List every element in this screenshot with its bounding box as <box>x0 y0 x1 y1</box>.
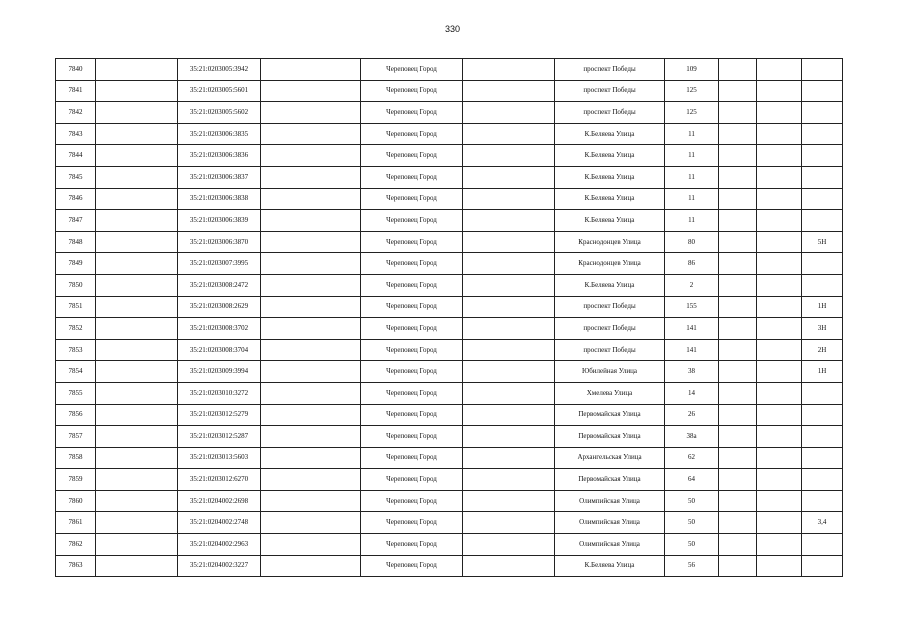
record-number-cell: 7850 <box>56 274 96 296</box>
cadastral-number-cell: 35:21:0203007:3995 <box>178 253 261 275</box>
table-row <box>56 404 843 426</box>
city-cell: Череповец Город <box>361 210 463 232</box>
house-number-cell: 80 <box>665 231 719 253</box>
empty-cell <box>757 123 802 145</box>
cadastral-number-cell: 35:21:0203005:5602 <box>178 102 261 124</box>
empty-cell <box>96 469 178 491</box>
empty-cell <box>719 59 757 81</box>
house-number-cell: 50 <box>665 490 719 512</box>
empty-cell <box>96 339 178 361</box>
empty-cell <box>719 231 757 253</box>
street-cell: проспект Победы <box>555 59 665 81</box>
city-cell: Череповец Город <box>361 534 463 556</box>
table-row <box>56 296 843 318</box>
empty-cell <box>719 80 757 102</box>
premises-cell: 2Н <box>802 339 843 361</box>
house-number-cell: 11 <box>665 145 719 167</box>
street-cell: Олимпийская Улица <box>555 490 665 512</box>
cadastral-number-cell: 35:21:0203012:5287 <box>178 426 261 448</box>
empty-cell <box>463 210 555 232</box>
house-number-cell: 141 <box>665 339 719 361</box>
street-cell: К.Беляева Улица <box>555 555 665 577</box>
record-number-cell: 7862 <box>56 534 96 556</box>
house-number-cell: 56 <box>665 555 719 577</box>
table-row <box>56 490 843 512</box>
empty-cell <box>96 447 178 469</box>
empty-cell <box>463 123 555 145</box>
table-row <box>56 253 843 275</box>
cadastral-number-cell: 35:21:0203008:2472 <box>178 274 261 296</box>
street-cell: Олимпийская Улица <box>555 534 665 556</box>
city-cell: Череповец Город <box>361 274 463 296</box>
premises-cell <box>802 382 843 404</box>
empty-cell <box>463 534 555 556</box>
empty-cell <box>463 188 555 210</box>
house-number-cell: 2 <box>665 274 719 296</box>
empty-cell <box>757 102 802 124</box>
house-number-cell: 62 <box>665 447 719 469</box>
record-number-cell: 7856 <box>56 404 96 426</box>
cadastral-number-cell: 35:21:0203010:3272 <box>178 382 261 404</box>
empty-cell <box>757 80 802 102</box>
empty-cell <box>96 490 178 512</box>
street-cell: К.Беляева Улица <box>555 188 665 210</box>
empty-cell <box>96 404 178 426</box>
empty-cell <box>463 469 555 491</box>
empty-cell <box>719 274 757 296</box>
empty-cell <box>96 166 178 188</box>
empty-cell <box>463 274 555 296</box>
empty-cell <box>261 512 361 534</box>
table-row <box>56 59 843 81</box>
street-cell: Краснодонцев Улица <box>555 231 665 253</box>
record-number-cell: 7854 <box>56 361 96 383</box>
city-cell: Череповец Город <box>361 188 463 210</box>
empty-cell <box>261 80 361 102</box>
record-number-cell: 7859 <box>56 469 96 491</box>
premises-cell <box>802 188 843 210</box>
premises-cell <box>802 404 843 426</box>
city-cell: Череповец Город <box>361 339 463 361</box>
empty-cell <box>719 404 757 426</box>
empty-cell <box>96 382 178 404</box>
city-cell: Череповец Город <box>361 253 463 275</box>
table-row <box>56 426 843 448</box>
empty-cell <box>261 102 361 124</box>
record-number-cell: 7851 <box>56 296 96 318</box>
table-row <box>56 145 843 167</box>
city-cell: Череповец Город <box>361 145 463 167</box>
empty-cell <box>719 382 757 404</box>
city-cell: Череповец Город <box>361 490 463 512</box>
cadastral-number-cell: 35:21:0204002:2963 <box>178 534 261 556</box>
table-row <box>56 274 843 296</box>
empty-cell <box>719 469 757 491</box>
registry-table <box>55 58 843 577</box>
empty-cell <box>261 123 361 145</box>
empty-cell <box>261 382 361 404</box>
empty-cell <box>463 382 555 404</box>
empty-cell <box>757 318 802 340</box>
empty-cell <box>261 534 361 556</box>
city-cell: Череповец Город <box>361 59 463 81</box>
empty-cell <box>719 512 757 534</box>
record-number-cell: 7853 <box>56 339 96 361</box>
city-cell: Череповец Город <box>361 404 463 426</box>
record-number-cell: 7860 <box>56 490 96 512</box>
empty-cell <box>463 59 555 81</box>
house-number-cell: 14 <box>665 382 719 404</box>
cadastral-number-cell: 35:21:0203008:2629 <box>178 296 261 318</box>
empty-cell <box>96 512 178 534</box>
empty-cell <box>463 426 555 448</box>
empty-cell <box>719 166 757 188</box>
empty-cell <box>719 361 757 383</box>
record-number-cell: 7847 <box>56 210 96 232</box>
record-number-cell: 7852 <box>56 318 96 340</box>
empty-cell <box>463 145 555 167</box>
cadastral-number-cell: 35:21:0203013:5603 <box>178 447 261 469</box>
empty-cell <box>261 447 361 469</box>
cadastral-number-cell: 35:21:0203005:5601 <box>178 80 261 102</box>
empty-cell <box>96 145 178 167</box>
record-number-cell: 7863 <box>56 555 96 577</box>
empty-cell <box>96 426 178 448</box>
premises-cell: 1Н <box>802 296 843 318</box>
empty-cell <box>757 210 802 232</box>
empty-cell <box>757 145 802 167</box>
empty-cell <box>463 296 555 318</box>
house-number-cell: 64 <box>665 469 719 491</box>
record-number-cell: 7858 <box>56 447 96 469</box>
cadastral-number-cell: 35:21:0203005:3942 <box>178 59 261 81</box>
empty-cell <box>261 361 361 383</box>
empty-cell <box>96 59 178 81</box>
empty-cell <box>719 318 757 340</box>
empty-cell <box>96 123 178 145</box>
table-row <box>56 512 843 534</box>
empty-cell <box>96 361 178 383</box>
house-number-cell: 11 <box>665 123 719 145</box>
empty-cell <box>96 231 178 253</box>
empty-cell <box>261 426 361 448</box>
premises-cell: 1Н <box>802 361 843 383</box>
city-cell: Череповец Город <box>361 318 463 340</box>
house-number-cell: 11 <box>665 188 719 210</box>
empty-cell <box>719 447 757 469</box>
city-cell: Череповец Город <box>361 296 463 318</box>
empty-cell <box>463 253 555 275</box>
empty-cell <box>757 534 802 556</box>
city-cell: Череповец Город <box>361 123 463 145</box>
registry-table-body <box>56 59 843 577</box>
street-cell: Первомайская Улица <box>555 404 665 426</box>
table-row <box>56 361 843 383</box>
house-number-cell: 86 <box>665 253 719 275</box>
empty-cell <box>96 210 178 232</box>
premises-cell <box>802 274 843 296</box>
empty-cell <box>719 253 757 275</box>
city-cell: Череповец Город <box>361 361 463 383</box>
premises-cell <box>802 490 843 512</box>
empty-cell <box>757 361 802 383</box>
table-row <box>56 447 843 469</box>
empty-cell <box>463 512 555 534</box>
cadastral-number-cell: 35:21:0203006:3838 <box>178 188 261 210</box>
cadastral-number-cell: 35:21:0204002:3227 <box>178 555 261 577</box>
street-cell: Хмелева Улица <box>555 382 665 404</box>
cadastral-number-cell: 35:21:0203006:3839 <box>178 210 261 232</box>
empty-cell <box>463 404 555 426</box>
premises-cell <box>802 534 843 556</box>
table-row <box>56 80 843 102</box>
empty-cell <box>719 534 757 556</box>
premises-cell: 3Н <box>802 318 843 340</box>
street-cell: Архангельская Улица <box>555 447 665 469</box>
city-cell: Череповец Город <box>361 512 463 534</box>
street-cell: К.Беляева Улица <box>555 274 665 296</box>
cadastral-number-cell: 35:21:0203006:3835 <box>178 123 261 145</box>
premises-cell <box>802 555 843 577</box>
record-number-cell: 7857 <box>56 426 96 448</box>
empty-cell <box>261 210 361 232</box>
empty-cell <box>261 296 361 318</box>
empty-cell <box>719 188 757 210</box>
table-row <box>56 339 843 361</box>
empty-cell <box>261 339 361 361</box>
empty-cell <box>719 102 757 124</box>
record-number-cell: 7841 <box>56 80 96 102</box>
cadastral-number-cell: 35:21:0203006:3870 <box>178 231 261 253</box>
empty-cell <box>463 231 555 253</box>
empty-cell <box>757 555 802 577</box>
empty-cell <box>757 188 802 210</box>
empty-cell <box>719 210 757 232</box>
house-number-cell: 50 <box>665 534 719 556</box>
cadastral-number-cell: 35:21:0203008:3702 <box>178 318 261 340</box>
empty-cell <box>757 339 802 361</box>
empty-cell <box>261 59 361 81</box>
city-cell: Череповец Город <box>361 80 463 102</box>
empty-cell <box>463 166 555 188</box>
street-cell: К.Беляева Улица <box>555 123 665 145</box>
premises-cell <box>802 102 843 124</box>
street-cell: Первомайская Улица <box>555 469 665 491</box>
street-cell: Краснодонцев Улица <box>555 253 665 275</box>
premises-cell <box>802 447 843 469</box>
house-number-cell: 109 <box>665 59 719 81</box>
empty-cell <box>261 231 361 253</box>
city-cell: Череповец Город <box>361 382 463 404</box>
cadastral-number-cell: 35:21:0203012:5279 <box>178 404 261 426</box>
street-cell: Юбилейная Улица <box>555 361 665 383</box>
premises-cell <box>802 145 843 167</box>
cadastral-number-cell: 35:21:0203009:3994 <box>178 361 261 383</box>
record-number-cell: 7861 <box>56 512 96 534</box>
empty-cell <box>96 318 178 340</box>
empty-cell <box>719 296 757 318</box>
premises-cell <box>802 210 843 232</box>
premises-cell <box>802 123 843 145</box>
empty-cell <box>757 231 802 253</box>
street-cell: проспект Победы <box>555 296 665 318</box>
house-number-cell: 38а <box>665 426 719 448</box>
record-number-cell: 7855 <box>56 382 96 404</box>
table-row <box>56 555 843 577</box>
empty-cell <box>719 490 757 512</box>
empty-cell <box>261 188 361 210</box>
house-number-cell: 50 <box>665 512 719 534</box>
record-number-cell: 7845 <box>56 166 96 188</box>
city-cell: Череповец Город <box>361 555 463 577</box>
empty-cell <box>463 361 555 383</box>
premises-cell <box>802 166 843 188</box>
empty-cell <box>757 382 802 404</box>
empty-cell <box>463 318 555 340</box>
table-row <box>56 318 843 340</box>
empty-cell <box>261 318 361 340</box>
city-cell: Череповец Город <box>361 447 463 469</box>
cadastral-number-cell: 35:21:0203008:3704 <box>178 339 261 361</box>
table-row <box>56 102 843 124</box>
street-cell: К.Беляева Улица <box>555 145 665 167</box>
empty-cell <box>96 80 178 102</box>
house-number-cell: 38 <box>665 361 719 383</box>
empty-cell <box>96 296 178 318</box>
house-number-cell: 26 <box>665 404 719 426</box>
empty-cell <box>719 339 757 361</box>
city-cell: Череповец Город <box>361 469 463 491</box>
empty-cell <box>261 145 361 167</box>
city-cell: Череповец Город <box>361 426 463 448</box>
house-number-cell: 141 <box>665 318 719 340</box>
empty-cell <box>757 274 802 296</box>
empty-cell <box>757 426 802 448</box>
city-cell: Череповец Город <box>361 231 463 253</box>
house-number-cell: 155 <box>665 296 719 318</box>
empty-cell <box>757 447 802 469</box>
empty-cell <box>463 447 555 469</box>
street-cell: К.Беляева Улица <box>555 166 665 188</box>
empty-cell <box>757 166 802 188</box>
record-number-cell: 7848 <box>56 231 96 253</box>
cadastral-number-cell: 35:21:0204002:2698 <box>178 490 261 512</box>
empty-cell <box>757 296 802 318</box>
premises-cell: 3,4 <box>802 512 843 534</box>
premises-cell: 5Н <box>802 231 843 253</box>
premises-cell <box>802 426 843 448</box>
empty-cell <box>757 512 802 534</box>
empty-cell <box>261 274 361 296</box>
street-cell: проспект Победы <box>555 80 665 102</box>
empty-cell <box>463 490 555 512</box>
empty-cell <box>261 469 361 491</box>
record-number-cell: 7849 <box>56 253 96 275</box>
city-cell: Череповец Город <box>361 102 463 124</box>
premises-cell <box>802 469 843 491</box>
cadastral-number-cell: 35:21:0203006:3836 <box>178 145 261 167</box>
empty-cell <box>757 469 802 491</box>
cadastral-number-cell: 35:21:0204002:2748 <box>178 512 261 534</box>
record-number-cell: 7842 <box>56 102 96 124</box>
house-number-cell: 11 <box>665 210 719 232</box>
empty-cell <box>261 404 361 426</box>
record-number-cell: 7846 <box>56 188 96 210</box>
table-row <box>56 123 843 145</box>
cadastral-number-cell: 35:21:0203006:3837 <box>178 166 261 188</box>
empty-cell <box>757 404 802 426</box>
empty-cell <box>96 102 178 124</box>
street-cell: проспект Победы <box>555 102 665 124</box>
premises-cell <box>802 80 843 102</box>
table-row <box>56 166 843 188</box>
house-number-cell: 125 <box>665 102 719 124</box>
empty-cell <box>719 555 757 577</box>
street-cell: проспект Победы <box>555 318 665 340</box>
empty-cell <box>757 59 802 81</box>
empty-cell <box>757 253 802 275</box>
cadastral-number-cell: 35:21:0203012:6270 <box>178 469 261 491</box>
empty-cell <box>96 188 178 210</box>
empty-cell <box>261 555 361 577</box>
premises-cell <box>802 253 843 275</box>
empty-cell <box>719 145 757 167</box>
empty-cell <box>757 490 802 512</box>
table-row <box>56 188 843 210</box>
empty-cell <box>261 166 361 188</box>
page-number: 330 <box>444 24 461 34</box>
street-cell: К.Беляева Улица <box>555 210 665 232</box>
empty-cell <box>261 490 361 512</box>
empty-cell <box>463 339 555 361</box>
empty-cell <box>96 555 178 577</box>
empty-cell <box>96 253 178 275</box>
street-cell: Первомайская Улица <box>555 426 665 448</box>
record-number-cell: 7840 <box>56 59 96 81</box>
house-number-cell: 125 <box>665 80 719 102</box>
street-cell: Олимпийская Улица <box>555 512 665 534</box>
table-row <box>56 382 843 404</box>
premises-cell <box>802 59 843 81</box>
house-number-cell: 11 <box>665 166 719 188</box>
empty-cell <box>463 80 555 102</box>
empty-cell <box>719 123 757 145</box>
table-row <box>56 469 843 491</box>
street-cell: проспект Победы <box>555 339 665 361</box>
empty-cell <box>261 253 361 275</box>
empty-cell <box>96 274 178 296</box>
record-number-cell: 7844 <box>56 145 96 167</box>
table-row <box>56 210 843 232</box>
empty-cell <box>463 102 555 124</box>
record-number-cell: 7843 <box>56 123 96 145</box>
empty-cell <box>719 426 757 448</box>
empty-cell <box>96 534 178 556</box>
city-cell: Череповец Город <box>361 166 463 188</box>
empty-cell <box>463 555 555 577</box>
table-row <box>56 534 843 556</box>
table-row <box>56 231 843 253</box>
